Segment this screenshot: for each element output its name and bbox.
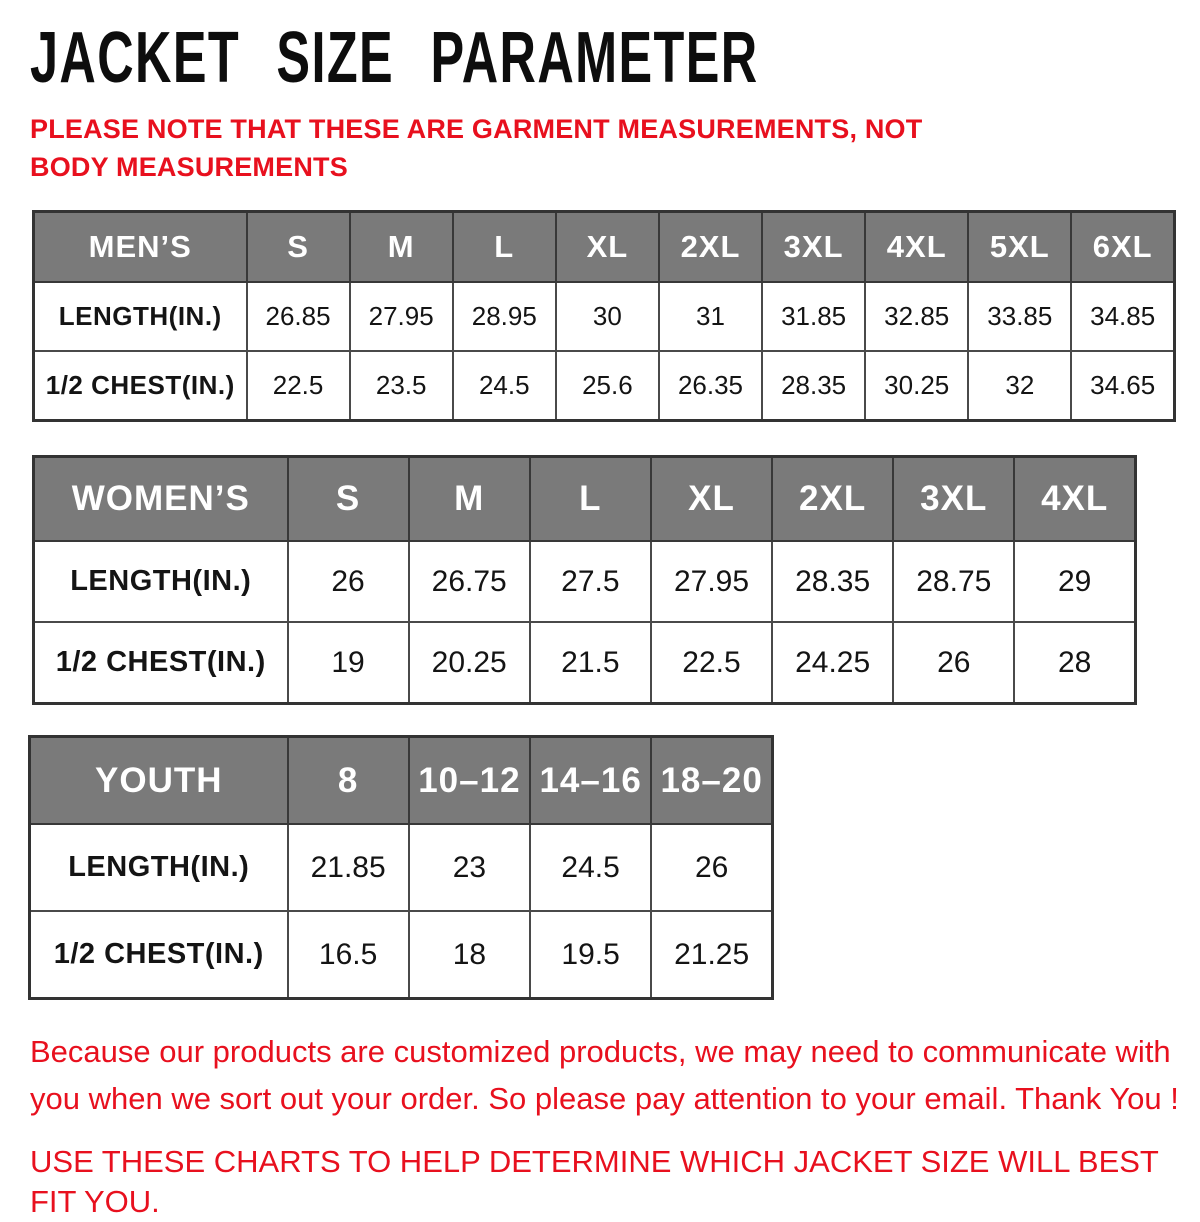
size-value-cell: 19 <box>288 622 409 704</box>
size-value-cell: 28 <box>1014 622 1135 704</box>
table-category-mens: MEN’S <box>34 212 247 283</box>
footer-note-usage: USE THESE CHARTS TO HELP DETERMINE WHICH JACKET SIZE WILL BEST FIT YOU. <box>30 1144 1159 1219</box>
size-value-cell: 31.85 <box>762 282 865 351</box>
size-value-cell: 26.85 <box>247 282 350 351</box>
size-value-cell: 32.85 <box>865 282 968 351</box>
size-value-cell: 29 <box>1014 541 1135 622</box>
size-value-cell: 24.25 <box>772 622 893 704</box>
size-header-cell: XL <box>556 212 659 283</box>
size-value-cell: 26 <box>651 824 772 911</box>
size-value-cell: 21.85 <box>288 824 409 911</box>
row-label: 1/2 CHEST(IN.) <box>30 911 288 999</box>
size-header-cell: XL <box>651 457 772 542</box>
size-value-cell: 34.85 <box>1071 282 1174 351</box>
garment-measurement-note: PLEASE NOTE THAT THESE ARE GARMENT MEASUREMENTS, NOT BODY MEASUREMENTS <box>30 114 923 182</box>
table-category-youth: YOUTH <box>30 737 288 825</box>
row-label: LENGTH(IN.) <box>30 824 288 911</box>
size-value-cell: 23 <box>409 824 530 911</box>
size-header-cell: 14–16 <box>530 737 651 825</box>
row-label: 1/2 CHEST(IN.) <box>34 351 247 421</box>
size-value-cell: 26.75 <box>409 541 530 622</box>
size-header-cell: 18–20 <box>651 737 772 825</box>
size-value-cell: 28.35 <box>762 351 865 421</box>
size-value-cell: 27.95 <box>651 541 772 622</box>
measurement-row <box>30 824 773 911</box>
row-label: LENGTH(IN.) <box>34 282 247 351</box>
size-value-cell: 20.25 <box>409 622 530 704</box>
size-value-cell: 30 <box>556 282 659 351</box>
size-value-cell: 25.6 <box>556 351 659 421</box>
size-header-cell: S <box>247 212 350 283</box>
size-header-cell: L <box>453 212 556 283</box>
size-table-mens <box>32 210 1176 422</box>
size-value-cell: 27.5 <box>530 541 651 622</box>
size-header-row <box>30 737 773 825</box>
size-header-cell: 3XL <box>762 212 865 283</box>
measurement-row <box>34 541 1136 622</box>
size-value-cell: 19.5 <box>530 911 651 999</box>
size-value-cell: 31 <box>659 282 762 351</box>
size-value-cell: 30.25 <box>865 351 968 421</box>
size-parameter-page <box>0 18 1200 1222</box>
size-value-cell: 32 <box>968 351 1071 421</box>
size-header-cell: 2XL <box>659 212 762 283</box>
table-category-womens: WOMEN’S <box>34 457 288 542</box>
size-table-womens <box>32 455 1137 705</box>
size-header-cell: 3XL <box>893 457 1014 542</box>
size-value-cell: 26 <box>893 622 1014 704</box>
size-header-row <box>34 212 1175 283</box>
measurement-row <box>30 911 773 999</box>
size-value-cell: 24.5 <box>530 824 651 911</box>
size-header-cell: L <box>530 457 651 542</box>
size-tables <box>0 210 1200 1000</box>
size-value-cell: 24.5 <box>453 351 556 421</box>
size-value-cell: 21.5 <box>530 622 651 704</box>
size-value-cell: 21.25 <box>651 911 772 999</box>
measurement-row <box>34 351 1175 421</box>
size-value-cell: 26.35 <box>659 351 762 421</box>
size-value-cell: 23.5 <box>350 351 453 421</box>
size-value-cell: 28.95 <box>453 282 556 351</box>
size-header-row <box>34 457 1136 542</box>
row-label: LENGTH(IN.) <box>34 541 288 622</box>
footer-note-customization: Because our products are customized products, we may need to communicate with you when we sort out your order. So please pay attention to your email. Thank You ! <box>30 1034 1179 1116</box>
page-title: JACKET SIZE PARAMETER <box>30 18 759 98</box>
size-value-cell: 27.95 <box>350 282 453 351</box>
size-value-cell: 34.65 <box>1071 351 1174 421</box>
size-header-cell: 8 <box>288 737 409 825</box>
measurement-row <box>34 622 1136 704</box>
measurement-row <box>34 282 1175 351</box>
size-value-cell: 22.5 <box>651 622 772 704</box>
size-value-cell: 18 <box>409 911 530 999</box>
size-header-cell: 5XL <box>968 212 1071 283</box>
size-value-cell: 28.75 <box>893 541 1014 622</box>
row-label: 1/2 CHEST(IN.) <box>34 622 288 704</box>
size-value-cell: 22.5 <box>247 351 350 421</box>
size-header-cell: 4XL <box>1014 457 1135 542</box>
size-header-cell: M <box>409 457 530 542</box>
size-table-youth <box>28 735 774 1000</box>
size-value-cell: 33.85 <box>968 282 1071 351</box>
size-header-cell: 2XL <box>772 457 893 542</box>
size-header-cell: S <box>288 457 409 542</box>
size-header-cell: 4XL <box>865 212 968 283</box>
size-header-cell: 10–12 <box>409 737 530 825</box>
size-value-cell: 26 <box>288 541 409 622</box>
size-value-cell: 16.5 <box>288 911 409 999</box>
size-header-cell: M <box>350 212 453 283</box>
size-value-cell: 28.35 <box>772 541 893 622</box>
size-header-cell: 6XL <box>1071 212 1174 283</box>
